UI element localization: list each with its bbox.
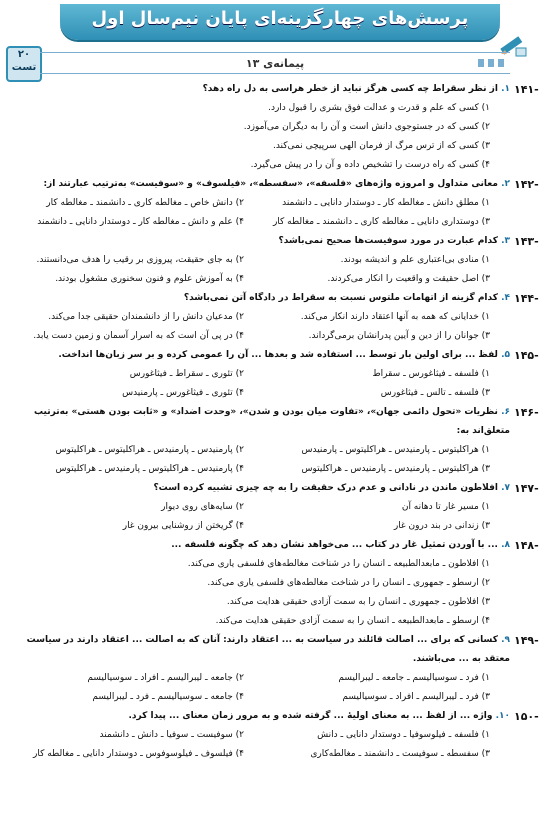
question-item [8, 403, 548, 479]
question-number: -۱۴۱ [514, 83, 539, 96]
question-stem: از نظر سقراط چه کسی هرگز نباید از خطر هراسی به دل راه دهد؟ [202, 84, 498, 94]
question-number: -۱۴۸ [514, 539, 539, 552]
question-number: -۱۵۰ [514, 710, 539, 723]
answer-option[interactable]: ۱) مطلق دانش ـ مغالطه کار ـ دوستدار دانایی ـ دانشمند [282, 198, 490, 208]
answer-option[interactable]: ۱) منادی بی‌اعتباری علم و اندیشه بودند. [340, 255, 490, 265]
question-index: ۳. [501, 236, 510, 246]
question-stem: ... با آوردن تمثیل غار در کتاب ... می‌خواهد نشان دهد که چگونه فلسفه ... [171, 540, 498, 550]
question-item [8, 232, 548, 289]
question-item [8, 707, 548, 764]
question-item [8, 289, 548, 346]
question-number: -۱۴۲ [514, 178, 539, 191]
answer-option[interactable]: ۱) فرد ـ سوسیالیسم ـ جامعه ـ لیبرالیسم [338, 673, 490, 683]
question-index: ۱۰. [495, 711, 510, 721]
question-index: ۵. [501, 350, 510, 360]
answer-option[interactable]: ۱) فلسفه ـ فیثاغورس ـ سقراط [372, 369, 490, 379]
question-item [8, 346, 548, 403]
option-list [8, 251, 490, 289]
option-list [8, 555, 490, 631]
answer-option[interactable]: ۳) دوستداری دانایی ـ مغالطه کاری ـ دانشمند ـ مغالطه کار [272, 217, 490, 227]
answer-option[interactable]: ۱) مسیر غار تا دهانه آن [401, 502, 490, 512]
question-index: ۷. [501, 483, 510, 493]
question-text [8, 80, 510, 99]
answer-option[interactable]: ۱) افلاطون ـ مابعدالطبیعه ـ انسان را در شناخت مغالطه‌های فلسفی یاری می‌کند. [187, 559, 490, 569]
answer-option[interactable]: ۲) سایه‌های روی دیوار [161, 502, 244, 512]
answer-option[interactable]: ۴) پارمنیدس ـ هراکلیتوس ـ پارمنیدس ـ هراکلیتوس [55, 464, 244, 474]
question-stem: واژه ... از لفظ ... به معنای اولیهٔ ... گرفته شده و به مرور زمان معنای ... پیدا کرد. [128, 711, 493, 721]
answer-option[interactable]: ۲) سوفیست ـ سوفیا ـ دانش ـ دانشمند [99, 730, 244, 740]
question-number: -۱۴۷ [514, 482, 539, 495]
question-index: ۹. [501, 635, 510, 645]
answer-option[interactable]: ۲) به جای حقیقت، پیروزی بر رقیب را هدف می‌دانستند. [36, 255, 244, 265]
question-index: ۸. [501, 540, 510, 550]
answer-option[interactable]: ۱) کسی که علم و قدرت و عدالت فوق بشری را قبول دارد. [268, 103, 490, 113]
question-number: -۱۴۴ [514, 292, 539, 305]
answer-option[interactable]: ۳) فلسفه ـ تالس ـ فیثاغورس [380, 388, 490, 398]
question-item [8, 479, 548, 536]
question-stem: کسانی که برای ... اصالت قائلند در سیاست به ... اعتقاد دارند: آنان که به اصالت ... اعتقاد دارند در سیاست معتقد به ... می‌باشند. [26, 635, 510, 664]
answer-option[interactable]: ۴) کسی که راه درست را تشخیص داده و آن را در پیش می‌گیرد. [250, 160, 490, 170]
section-title: پیمانه‌ی ۱۳ [236, 57, 314, 70]
answer-option[interactable]: ۲) دانش خاص ـ مغالطه کاری ـ دانشمند ـ مغالطه کار [46, 198, 244, 208]
option-list [8, 365, 490, 403]
answer-option[interactable]: ۳) زندانی در بند درون غار [393, 521, 490, 531]
question-text [8, 289, 510, 308]
question-stem: لفظ ... برای اولین بار توسط ... استفاده شد و بعدها ... آن را عمومی کرده و بر سر زبان‌ها انداخت. [58, 350, 498, 360]
question-index: ۱. [501, 84, 510, 94]
question-item [8, 80, 548, 175]
question-text [8, 479, 510, 498]
question-stem: معانی متداول و امروزه واژه‌های «فلسفه»، «سفسطه»، «فیلسوف» و «سوفیست» به‌ترتیب عبارتند از: [43, 179, 498, 189]
option-list [8, 669, 490, 707]
question-stem: افلاطون ماندن در نادانی و عدم درک حقیقت را به چه چیزی تشبیه کرده است؟ [153, 483, 498, 493]
page-title: پرسش‌های چهارگزینه‌ای پایان نیم‌سال اول [91, 8, 469, 29]
answer-option[interactable]: ۳) جوانان را از دین و آیین پدرانشان برمی‌گرداند. [308, 331, 490, 341]
answer-option[interactable]: ۲) ارسطو ـ جمهوری ـ انسان را در شناخت مغالطه‌های فلسفی یاری می‌کند. [207, 578, 490, 588]
answer-option[interactable]: ۲) پارمنیدس ـ پارمنیدس ـ هراکلیتوس ـ هراکلیتوس [55, 445, 244, 455]
question-stem: کدام گزینه از اتهامات ملتوس نسبت به سقراط در دادگاه آتن نمی‌باشد؟ [183, 293, 498, 303]
answer-option[interactable]: ۳) فرد ـ لیبرالیسم ـ افراد ـ سوسیالیسم [342, 692, 490, 702]
badge-count: ۲۰ [17, 49, 31, 60]
answer-option[interactable]: ۲) جامعه ـ لیبرالیسم ـ افراد ـ سوسیالیسم [87, 673, 244, 683]
question-index: ۴. [501, 293, 510, 303]
answer-option[interactable]: ۴) گریختن از روشنایی بیرون غار [122, 521, 244, 531]
answer-option[interactable]: ۴) در پی آن است که به اسرار آسمان و زمین دست یابد. [33, 331, 244, 341]
question-text [8, 536, 510, 555]
decorative-stripes-icon [478, 59, 506, 67]
question-text [8, 403, 510, 441]
question-number: -۱۴۳ [514, 235, 539, 248]
answer-option[interactable]: ۴) ارسطو ـ مابعدالطبیعه ـ انسان را به سمت آزادی حقیقی هدایت می‌کند. [215, 616, 490, 626]
question-number: -۱۴۵ [514, 349, 539, 362]
question-stem: نظریات «تحول دائمی جهان»، «تفاوت میان بودن و شدن»، «وحدت اضداد» و «ثابت بودن هستی» به‌ترتیب متعلق‌اند به: [34, 407, 510, 436]
question-text [8, 346, 510, 365]
question-text [8, 232, 510, 251]
answer-option[interactable]: ۳) افلاطون ـ جمهوری ـ انسان را به سمت آزادی حقیقی هدایت می‌کند. [226, 597, 490, 607]
section-header [40, 52, 510, 74]
answer-option[interactable]: ۴) علم و دانش ـ مغالطه کار ـ دوستدار دانایی ـ دانشمند [37, 217, 244, 227]
option-list [8, 194, 490, 232]
question-item [8, 536, 548, 631]
answer-option[interactable]: ۳) سفسطه ـ سوفیست ـ دانشمند ـ مغالطه‌کاری [310, 749, 490, 759]
option-list [8, 308, 490, 346]
question-item [8, 631, 548, 707]
answer-option[interactable]: ۲) مدعیان دانش را از دانشمندان حقیقی جدا می‌کند. [48, 312, 244, 322]
answer-option[interactable]: ۱) هراکلیتوس ـ پارمنیدس ـ هراکلیتوس ـ پارمنیدس [301, 445, 490, 455]
question-text [8, 707, 510, 726]
answer-option[interactable]: ۱) خدایانی که همه به آنها اعتقاد دارند انکار می‌کند. [300, 312, 490, 322]
question-count-badge [6, 46, 42, 82]
option-list [8, 498, 490, 536]
question-stem: کدام عبارت در مورد سوفیست‌ها صحیح نمی‌باشد؟ [278, 236, 498, 246]
answer-option[interactable]: ۲) کسی که در جستوجوی دانش است و آن را به دیگران می‌آموزد. [243, 122, 490, 132]
option-list [8, 441, 490, 479]
question-text [8, 175, 510, 194]
answer-option[interactable]: ۲) تئوری ـ سقراط ـ فیثاغورس [129, 369, 244, 379]
answer-option[interactable]: ۱) فلسفه ـ فیلوسوفیا ـ دوستدار دانایی ـ دانش [317, 730, 490, 740]
answer-option[interactable]: ۳) اصل حقیقت و واقعیت را انکار می‌کردند. [327, 274, 490, 284]
answer-option[interactable]: ۴) به آموزش علوم و فنون سخنوری مشغول بودند. [55, 274, 244, 284]
question-index: ۲. [501, 179, 510, 189]
option-list [8, 726, 490, 764]
badge-label: تست [11, 62, 37, 73]
question-index: ۶. [501, 407, 510, 417]
answer-option[interactable]: ۳) کسی که از ترس مرگ از فرمان الهی سرپیچی نمی‌کند. [272, 141, 490, 151]
answer-option[interactable]: ۴) فیلسوف ـ فیلوسوفوس ـ دوستدار دانایی ـ مغالطه کار [33, 749, 244, 759]
question-item [8, 175, 548, 232]
answer-option[interactable]: ۳) هراکلیتوس ـ پارمنیدس ـ پارمنیدس ـ هراکلیتوس [301, 464, 490, 474]
question-text [8, 631, 510, 669]
option-list [8, 99, 490, 175]
answer-option[interactable]: ۴) تئوری ـ فیثاغورس ـ پارمنیدس [122, 388, 244, 398]
question-list [8, 80, 548, 764]
question-number: -۱۴۶ [514, 406, 539, 419]
answer-option[interactable]: ۴) جامعه ـ سوسیالیسم ـ فرد ـ لیبرالیسم [92, 692, 244, 702]
question-number: -۱۴۹ [514, 634, 539, 647]
